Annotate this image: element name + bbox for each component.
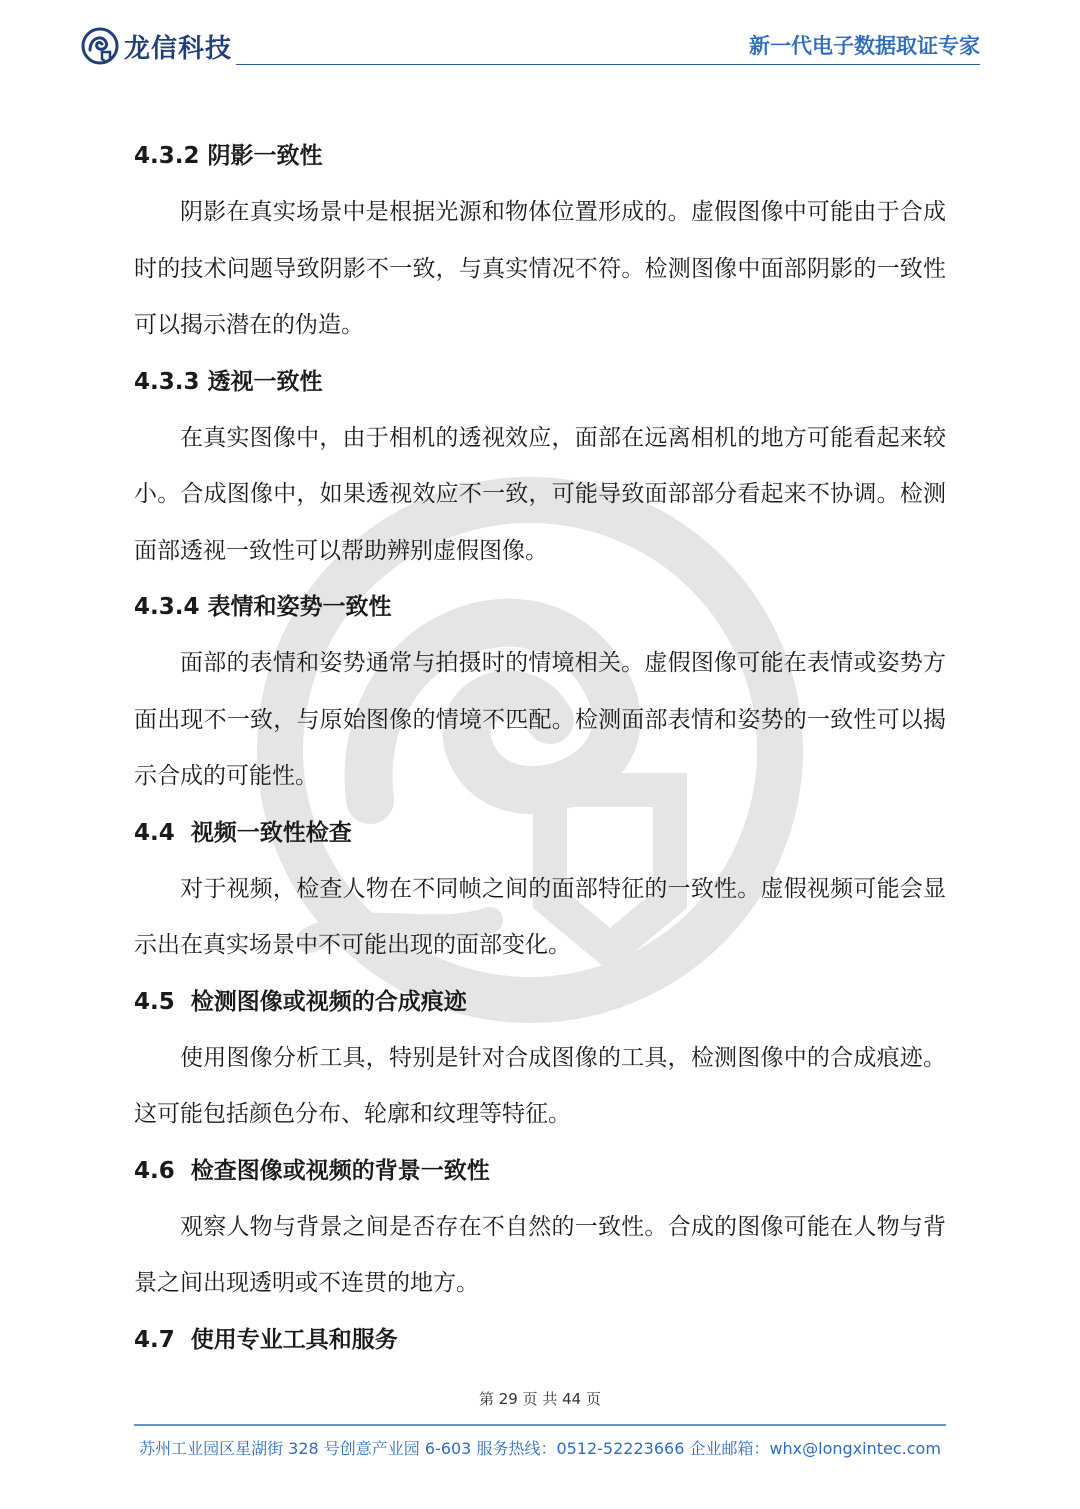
page-number: 第 29 页 共 44 页 (478, 1390, 601, 1408)
dragon-logo-icon (80, 26, 120, 66)
document-body (134, 128, 946, 1368)
section-heading: 4.4 视频一致性检查 (134, 819, 352, 846)
section-paragraph: 观察人物与背景之间是否存在不自然的一致性。合成的图像可能在人物与背景之间出现透明或不连贯的地方。 (134, 1213, 946, 1296)
section-4-5 (134, 974, 946, 1143)
section-heading: 4.3.2 阴影一致性 (134, 143, 323, 169)
section-heading: 4.3.4 表情和姿势一致性 (134, 594, 392, 620)
section-paragraph: 对于视频，检查人物在不同帧之间的面部特征的一致性。虚假视频可能会显示出在真实场景中不可能出现的面部变化。 (134, 875, 946, 958)
section-4-4 (134, 805, 946, 974)
section-paragraph: 在真实图像中，由于相机的透视效应，面部在远离相机的地方可能看起来较小。合成图像中，如果透视效应不一致，可能导致面部部分看起来不协调。检测面部透视一致性可以帮助辨别虚假图像。 (134, 424, 946, 564)
section-heading: 4.3.3 透视一致性 (134, 368, 323, 395)
header-slogan: 新一代电子数据取证专家 (749, 34, 980, 58)
section-4-3-2 (134, 128, 946, 354)
section-heading: 4.7 使用专业工具和服务 (134, 1326, 398, 1353)
page-header (0, 0, 1080, 80)
section-4-3-4 (134, 579, 946, 805)
section-heading: 4.6 检查图像或视频的背景一致性 (134, 1157, 490, 1184)
section-paragraph: 阴影在真实场景中是根据光源和物体位置形成的。虚假图像中可能由于合成时的技术问题导致阴影不一致，与真实情况不符。检测图像中面部阴影的一致性可以揭示潜在的伪造。 (134, 199, 946, 338)
section-paragraph: 面部的表情和姿势通常与拍摄时的情境相关。虚假图像可能在表情或姿势方面出现不一致，与原始图像的情境不匹配。检测面部表情和姿势的一致性可以揭示合成的可能性。 (134, 650, 946, 789)
section-paragraph: 使用图像分析工具，特别是针对合成图像的工具，检测图像中的合成痕迹。这可能包括颜色分布、轮廓和纹理等特征。 (134, 1044, 946, 1127)
brand-name: 龙信科技 (124, 34, 233, 64)
section-4-3-3 (134, 354, 946, 580)
footer-divider (134, 1424, 946, 1426)
header-divider (236, 64, 980, 65)
section-4-6 (134, 1143, 946, 1312)
footer-contact: 苏州工业园区星湖街 328 号创意产业园 6-603 服务热线：0512-52223666 企业邮箱：whx@longxintec.com (139, 1439, 941, 1458)
section-4-7 (134, 1312, 946, 1368)
section-heading: 4.5 检测图像或视频的合成痕迹 (134, 988, 467, 1015)
